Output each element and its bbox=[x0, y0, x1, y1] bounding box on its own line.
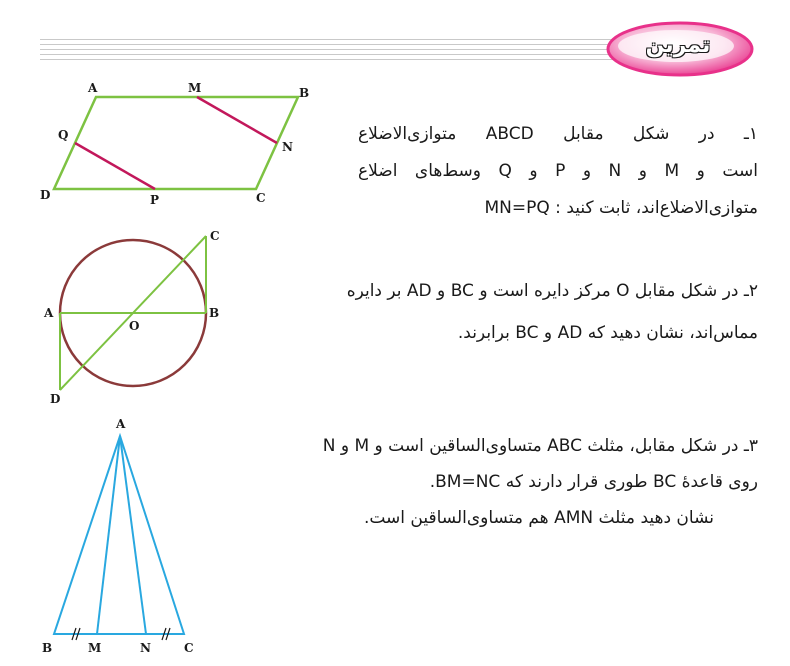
label-c: C bbox=[184, 641, 194, 655]
segment-am bbox=[97, 436, 120, 634]
label-o: O bbox=[129, 319, 140, 333]
label-c: C bbox=[210, 229, 220, 243]
label-b: B bbox=[209, 306, 220, 320]
exercise-title: تمرین bbox=[645, 33, 711, 58]
segment-an bbox=[120, 436, 146, 634]
parallelogram-abcd bbox=[54, 97, 298, 189]
segment-pq bbox=[75, 143, 155, 189]
header-rule-lines bbox=[40, 39, 640, 61]
label-d: D bbox=[40, 188, 51, 202]
label-m: M bbox=[188, 81, 202, 95]
label-a: A bbox=[88, 81, 98, 95]
label-b: B bbox=[42, 641, 53, 655]
label-q: Q bbox=[58, 128, 69, 142]
label-n: N bbox=[282, 140, 293, 154]
label-a: A bbox=[116, 417, 126, 431]
exercise-3-text: ۳ـ در شکل مقابل، مثلث ABC متساوی‌الساقین است و M و N روی قاعدهٔ BC طوری قرار دارند که BM=NC. نشان دهید مثلث AMN هم متساوی‌الساقین است. bbox=[322, 436, 758, 528]
label-p: P bbox=[150, 193, 160, 207]
label-c: C bbox=[256, 191, 266, 205]
segment-mn bbox=[197, 97, 277, 143]
exercise-1-text: ۱ـ در شکل مقابل ABCD متوازی‌الاضلاع است و M و N و P و Q وسط‌های اضلاع متوازی‌الاضلاع‌اند، ثابت کنید : MN=PQ bbox=[358, 124, 758, 218]
triangle-abc bbox=[54, 436, 184, 634]
isosceles-triangle-figure bbox=[36, 414, 206, 662]
label-n: N bbox=[140, 641, 151, 655]
exercise-2-text: ۲ـ در شکل مقابل O مرکز دایره است و BC و AD بر دایره مماس‌اند، نشان دهید که AD و BC برابرند. bbox=[346, 281, 758, 343]
circle-tangent-figure bbox=[40, 226, 240, 408]
label-b: B bbox=[299, 86, 310, 100]
label-a: A bbox=[44, 306, 54, 320]
label-d: D bbox=[50, 392, 61, 406]
parallelogram-figure bbox=[34, 78, 324, 210]
label-m: M bbox=[88, 641, 102, 655]
